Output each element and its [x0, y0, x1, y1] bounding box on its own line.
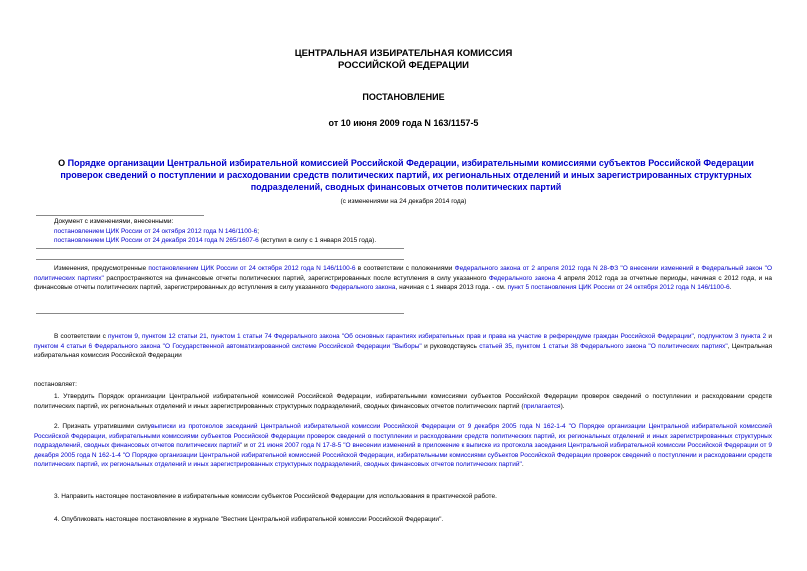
- document-type: ПОСТАНОВЛЕНИЕ: [362, 92, 445, 102]
- law-reference-link[interactable]: подпунктом 3 пункта 2: [697, 333, 767, 340]
- changes-item: постановлением ЦИК России от 24 декабря 2014 года N 265/1607-6 (вступил в силу с 1 января 2015 года).: [54, 237, 377, 244]
- title-link[interactable]: Порядке организации Центральной избирательной комиссией Российской Федерации, избирательными комиссиями субъектов Российской Федерации проверок сведений о поступлении и расходовании средств политических партий, их региональных отделений и иных зарегистрированных структурных подразделений, сводных финансовых отчетов политических партий: [60, 158, 754, 192]
- document-title: [50, 157, 762, 193]
- changes-label: Документ с изменениями, внесенными:: [54, 218, 174, 225]
- attachment-link[interactable]: прилагается: [523, 402, 561, 410]
- divider: [36, 248, 404, 249]
- issuer-line-1: ЦЕНТРАЛЬНАЯ ИЗБИРАТЕЛЬНАЯ КОМИССИЯ: [294, 48, 513, 59]
- amendment-link-2012[interactable]: постановлением ЦИК России от 24 октября 2012 года N 146/1100-6: [54, 227, 258, 235]
- amendment-link-2014[interactable]: постановлением ЦИК России от 24 декабря 2014 года N 265/1607-6: [54, 237, 259, 244]
- federal-law-link[interactable]: Федерального закона от 2 апреля 2012 года N 28-ФЗ "О внесении изменений в Федеральный закон "О политических партиях": [34, 265, 772, 282]
- protocol-link[interactable]: выписки из протоколов заседаний Центральной избирательной комиссии Российской Федерации от 9 декабря 2005 года N 162-1-4 "О Порядке организации Центральной избирательной комиссией Российской Федерации, избирательными комиссиями субъектов Российской Федерации проверок сведений о поступлении и расходовании средств политических партий, их региональных отделений и иных зарегистрированных структурных подразделений, сводных финансовых отчетов политических партий": [34, 423, 772, 449]
- law-reference-link[interactable]: пунктом 9: [108, 333, 139, 340]
- divider: [36, 259, 404, 260]
- law-reference-link[interactable]: пунктом 12: [141, 333, 176, 340]
- changes-block: [54, 217, 774, 246]
- issuer-line-2: РОССИЙСКОЙ ФЕДЕРАЦИИ: [337, 60, 469, 71]
- law-reference-link[interactable]: статьи 21: [177, 333, 207, 340]
- law-reference-link[interactable]: пунктом 1 статьи 74 Федерального закона "Об основных гарантиях избирательных прав и права на участие в референдуме граждан Российской Федерации": [210, 333, 694, 340]
- resolves-label: постановляет:: [34, 381, 77, 388]
- amendment-link[interactable]: постановлением ЦИК России от 24 октября 2012 года N 146/1100-6: [148, 265, 356, 272]
- issuer-name: [0, 48, 807, 72]
- changes-item: постановлением ЦИК России от 24 октября 2012 года N 146/1100-6;: [54, 227, 260, 235]
- preamble: В соответствии с пунктом 9, пунктом 12 статьи 21, пунктом 1 статьи 74 Федерального закона "Об основных гарантиях избирательных прав и права на участие в референдуме граждан Российской Федерации", подпунктом 3 пункта 2 и пунктом 4 статьи 6 Федерального закона "О Государственной автоматизированной системе Российской Федерации "Выборы" и руководствуясь статьей 35, пунктом 1 статьи 38 Федерального закона "О политических партиях", Центральная избирательная комиссия Российской Федерации: [34, 333, 772, 359]
- law-reference-link[interactable]: пунктом 4 статьи 6 Федерального закона "О Государственной автоматизированной системе Российской Федерации "Выборы": [34, 342, 422, 350]
- federal-law-link[interactable]: Федерального закона: [330, 284, 396, 291]
- protocol-link[interactable]: от 21 июня 2007 года N 17-8-5 "О внесении изменений в приложение к выписке из протокола заседания Центральной избирательной комиссии Российской Федерации от 9 декабря 2005 года N 162-1-4 "О Порядке организации Центральной избирательной комиссией Российской Федерации, избирательными комиссиями субъектов Российской Федерации проверок сведений о поступлении и расходовании средств политических партий, их региональных отделений и иных зарегистрированных структурных подразделений, сводных финансовых отчетов политических партий": [34, 442, 772, 468]
- point-3: 3. Направить настоящее постановление в избирательные комиссии субъектов Российской Федерации для использования в практической работе.: [54, 493, 497, 500]
- edition-note: (с изменениями на 24 декабря 2014 года): [340, 198, 467, 205]
- point-2: 2. Признать утратившими силувыписки из протоколов заседаний Центральной избирательной комиссии Российской Федерации от 9 декабря 2005 года N 162-1-4 "О Порядке организации Центральной избирательной комиссией Российской Федерации, избирательными комиссиями субъектов Российской Федерации проверок сведений о поступлении и расходовании средств политических партий, их региональных отделений и иных зарегистрированных структурных подразделений, сводных финансовых отчетов политических партий" и от 21 июня 2007 года N 17-8-5 "О внесении изменений в приложение к выписке из протокола заседания Центральной избирательной комиссии Российской Федерации от 9 декабря 2005 года N 162-1-4 "О Порядке организации Центральной избирательной комиссией Российской Федерации, избирательными комиссиями субъектов Российской Федерации проверок сведений о поступлении и расходовании средств политических партий, их региональных отделений и иных зарегистрированных структурных подразделений, сводных финансовых отчетов политических партий".: [34, 423, 772, 468]
- document-date-number: от 10 июня 2009 года N 163/1157-5: [328, 118, 479, 128]
- title-prefix: О: [58, 158, 68, 168]
- divider: [36, 313, 404, 314]
- law-reference-link[interactable]: пунктом 1: [516, 342, 547, 350]
- law-reference-link[interactable]: статьи 38 Федерального закона "О политических партиях": [548, 342, 728, 350]
- federal-law-link[interactable]: Федерального закона: [488, 274, 556, 282]
- divider: [36, 215, 204, 216]
- amendment-note: Изменения, предусмотренные постановлением ЦИК России от 24 октября 2012 года N 146/1100-6 в соответствии с положениями Федерального закона от 2 апреля 2012 года N 28-ФЗ "О внесении изменений в Федеральный закон "О политических партиях" распространяются на финансовые отчеты политических партий, зарегистрированных после вступления в силу указанного Федерального закона 4 апреля 2012 года за отчетные периоды, начиная с 2012 года, и на финансовые отчеты политических партий, зарегистрированных до вступления в силу указанного Федерального закона, начиная с 1 января 2013 года. - см. пункт 5 постановления ЦИК России от 24 октября 2012 года N 146/1100-6.: [34, 265, 772, 291]
- point-1: 1. Утвердить Порядок организации Центральной избирательной комиссией Российской Федерации, избирательными комиссиями субъектов Российской Федерации проверок сведений о поступлении и расходовании средств политических партий, их региональных отделений и иных зарегистрированных структурных подразделений, сводных финансовых отчетов политических партий (прилагается).: [34, 393, 772, 410]
- resolution-point-link[interactable]: пункт 5 постановления ЦИК России от 24 октября 2012 года N 146/1100-6: [507, 284, 730, 291]
- point-4: 4. Опубликовать настоящее постановление в журнале "Вестник Центральной избирательной комиссии Российской Федерации".: [54, 516, 444, 523]
- law-reference-link[interactable]: статьей 35: [479, 342, 512, 350]
